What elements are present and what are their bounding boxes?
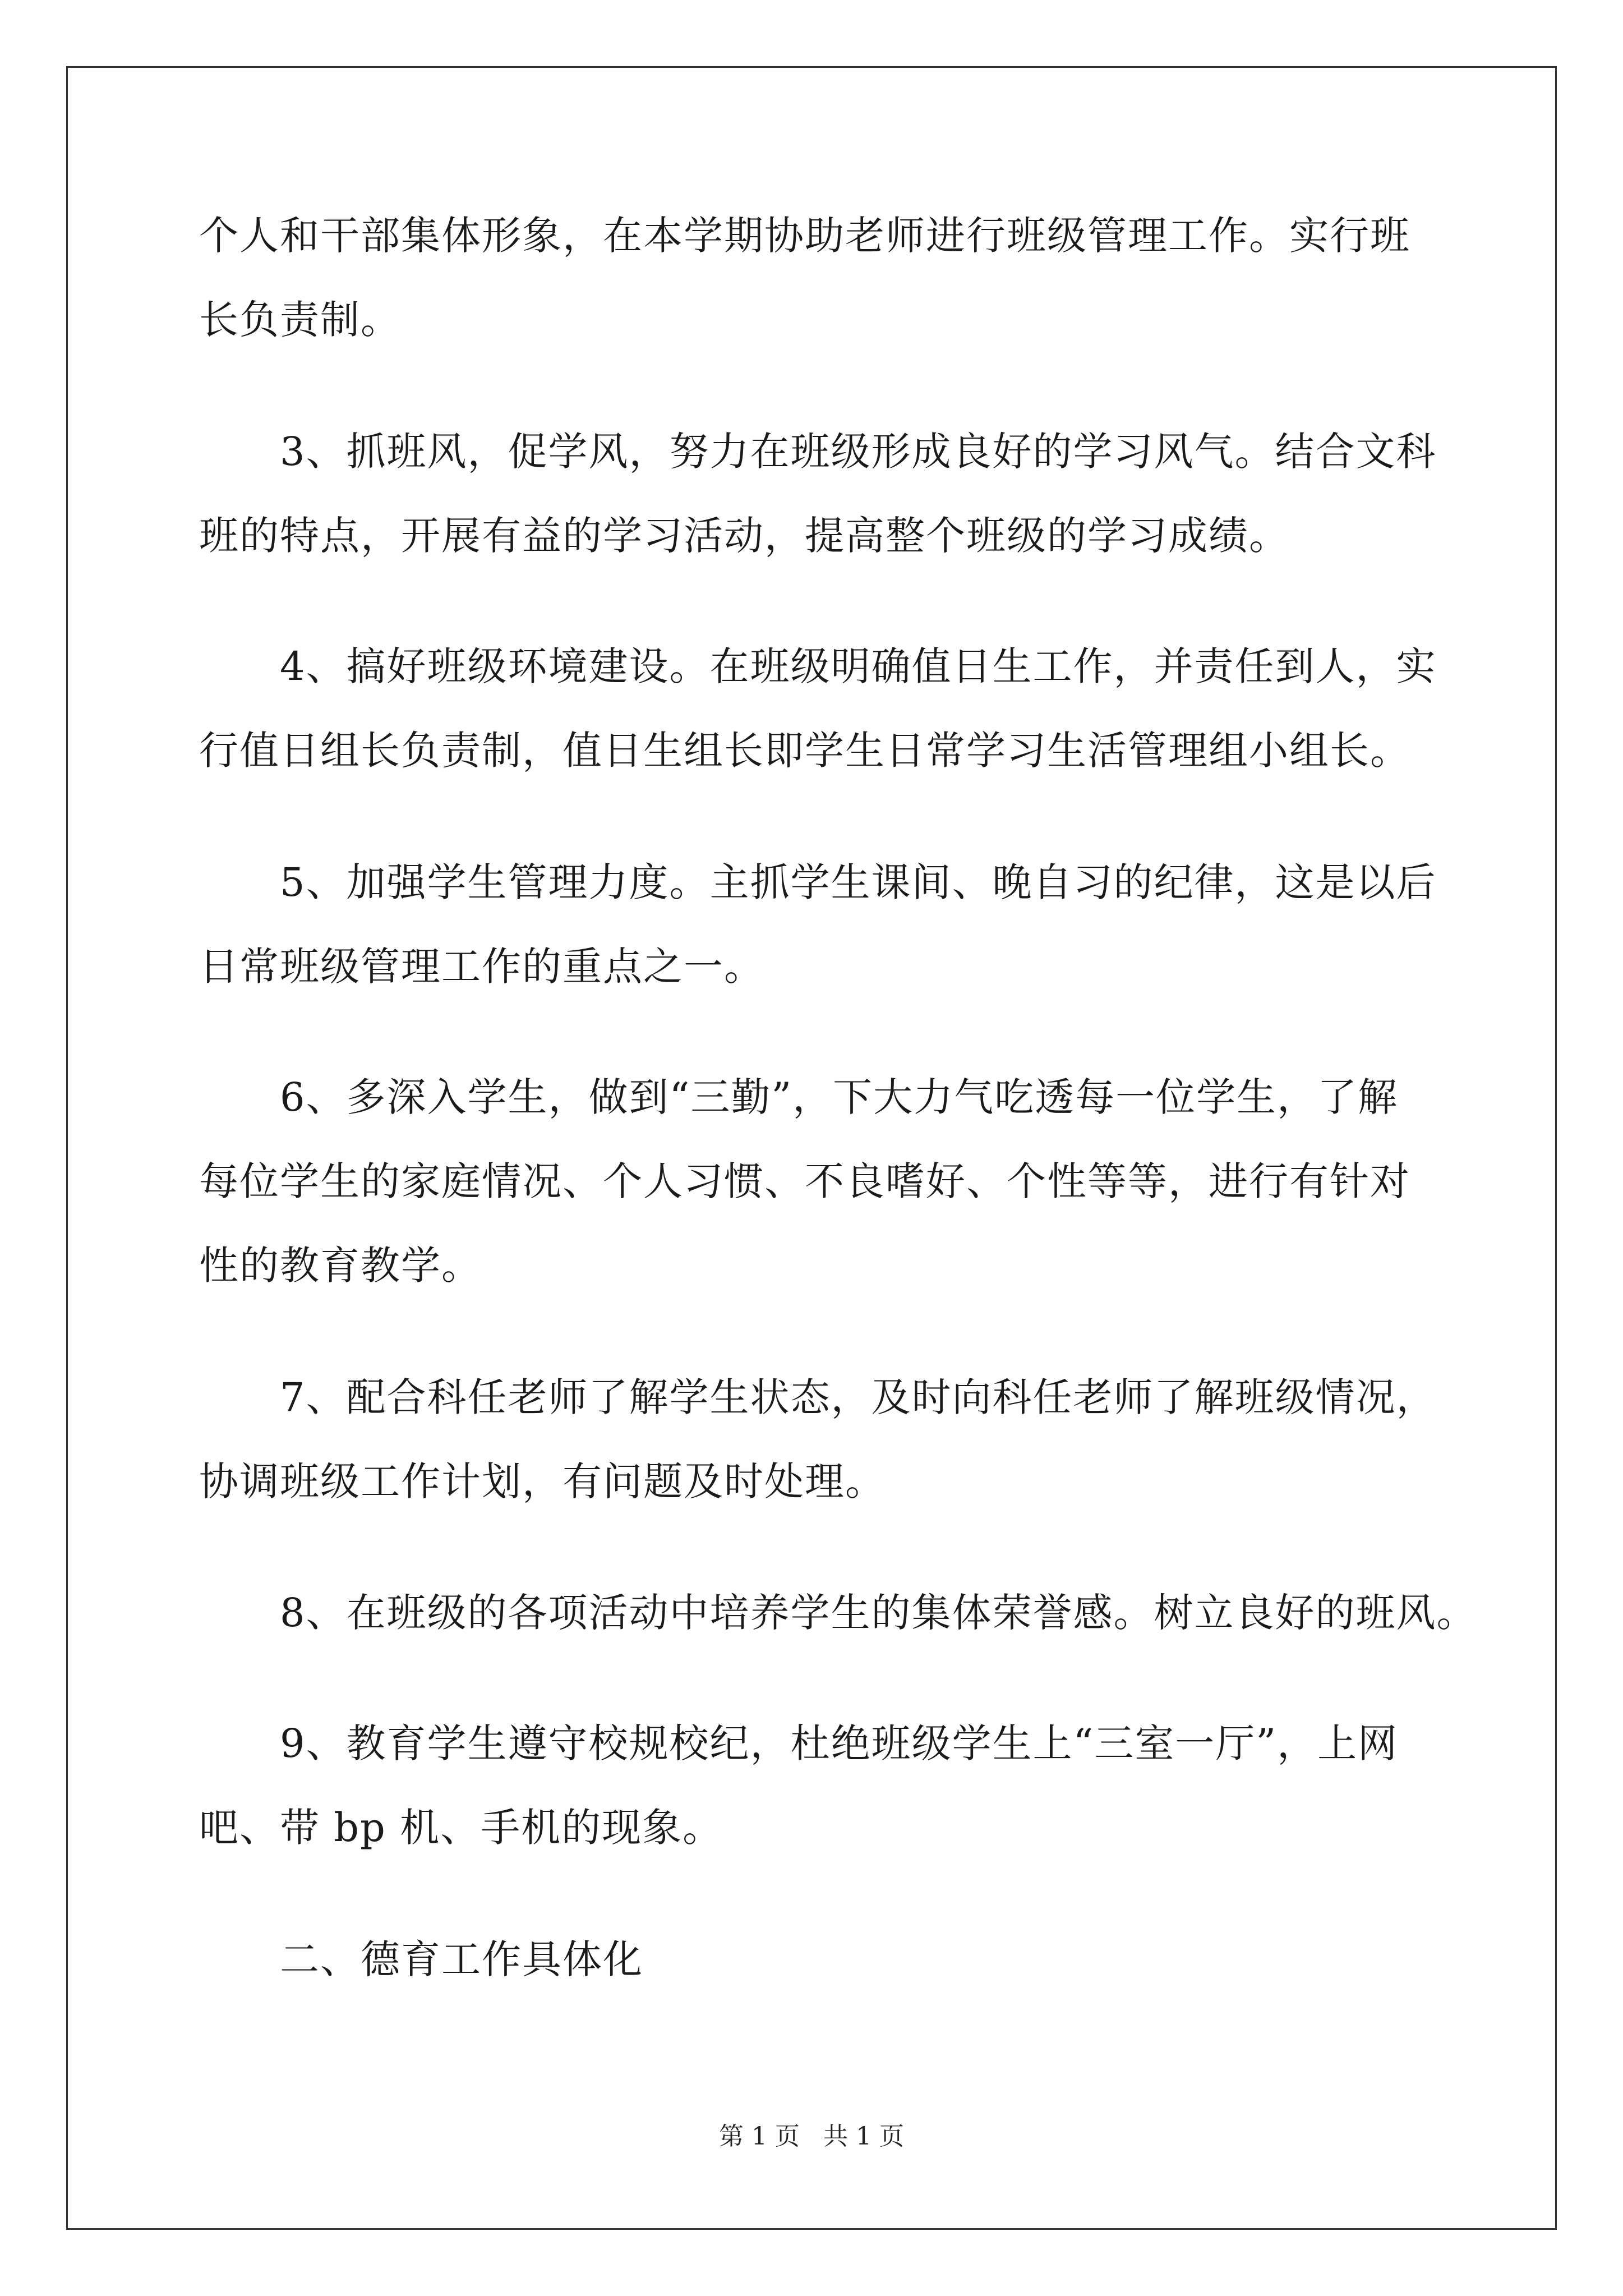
section-heading: 二、德育工作具体化 [199, 1936, 643, 1982]
page-number-footer: 第 1 页 共 1 页 [719, 2122, 904, 2151]
text-line: 7、配合科任老师了解学生状态，及时向科任老师了解班级情况， [199, 1374, 1437, 1420]
text-line: 个人和干部集体形象，在本学期协助老师进行班级管理工作。实行班 [199, 213, 1410, 259]
text-line: 8、在班级的各项活动中培养学生的集体荣誉感。树立良好的班风。 [199, 1590, 1477, 1636]
text-line: 长负责制。 [199, 297, 401, 343]
text-line: 性的教育教学。 [199, 1243, 482, 1289]
page-border [66, 66, 1557, 2230]
text-line: 每位学生的家庭情况、个人习惯、不良嗜好、个性等等，进行有针对 [199, 1158, 1410, 1204]
text-line: 吧、带 bp 机、手机的现象。 [199, 1805, 723, 1851]
text-line: 行值日组长负责制，值日生组长即学生日常学习生活管理组小组长。 [199, 728, 1410, 774]
text-line: 5、加强学生管理力度。主抓学生课间、晚自习的纪律，这是以后 [199, 859, 1437, 905]
text-line: 协调班级工作计划，有问题及时处理。 [199, 1458, 886, 1504]
text-line: 班的特点，开展有益的学习活动，提高整个班级的学习成绩。 [199, 513, 1289, 559]
text-line: 3、抓班风，促学风，努力在班级形成良好的学习风气。结合文科 [199, 429, 1437, 475]
text-line: 4、搞好班级环境建设。在班级明确值日生工作，并责任到人，实 [199, 643, 1437, 689]
text-line: 9、教育学生遵守校规校纪，杜绝班级学生上“三室一厅”，上网 [199, 1720, 1399, 1766]
text-line: 日常班级管理工作的重点之一。 [199, 944, 764, 990]
text-line: 6、多深入学生，做到“三勤”，下大力气吃透每一位学生，了解 [199, 1074, 1399, 1120]
